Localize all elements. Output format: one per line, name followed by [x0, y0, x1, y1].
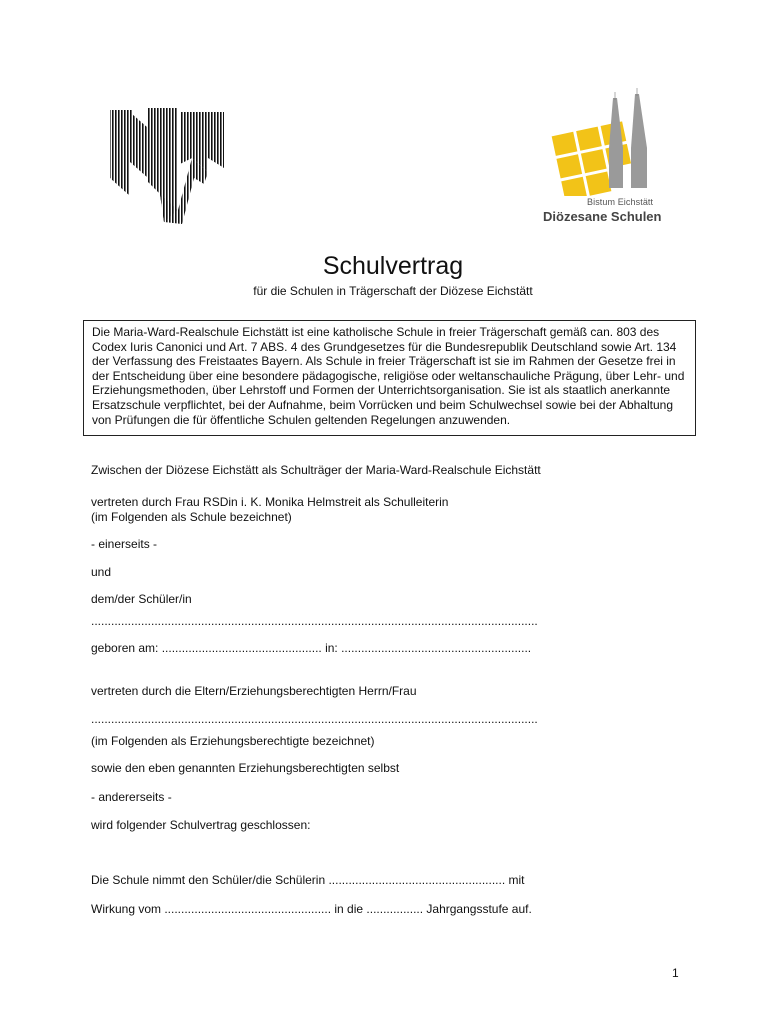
represented-by-line: vertreten durch Frau RSDin i. K. Monika Helmstreit als Schulleiterin [91, 495, 449, 509]
logo-text-bistum: Bistum Eichstätt [587, 197, 654, 207]
as-well-as-text: sowie den eben genannten Erziehungsberechtigten selbst [91, 761, 400, 775]
student-label: dem/der Schüler/in [91, 592, 192, 606]
and-text: und [91, 565, 112, 579]
represented-by-parents: vertreten durch die Eltern/Erziehungsberechtigten Herrn/Frau [91, 684, 417, 698]
hereinafter-parents: (im Folgenden als Erziehungsberechtigte bezeichnet) [91, 734, 375, 748]
dioezesane-schulen-logo [543, 88, 663, 228]
maria-ward-logo [100, 98, 230, 228]
logo-text-schulen: Diözesane Schulen [543, 209, 662, 224]
student-name-field[interactable]: ...................................................................................................................................... [91, 614, 538, 628]
parents-name-field[interactable]: ...................................................................................................................................... [91, 712, 538, 726]
maria-ward-logo-icon [100, 98, 230, 228]
birth-field[interactable]: geboren am: ................................................ in: ......................................................... [91, 641, 532, 655]
intro-box: Die Maria-Ward-Realschule Eichstätt ist eine katholische Schule in freier Trägerschaft gemäß can. 803 des Codex Iuris Canonici und Art. 7 ABS. 4 des Grundgesetzes für die Bundesrepublik Deutschland sowie Art. 134 der Verfassung des Freistaates Bayern. Als Schule in freier Trägerschaft ist sie im Rahmen der Gesetze frei in der Entscheidung über eine besondere pädagogische, religiöse oder weltanschauliche Prägung, über Lehr- und Erziehungsmethoden, über Lehrstoff und Formen der Unterrichtsorganisation. Sie ist als staatlich anerkannte Ersatzschule verpflichtet, bei der Aufnahme, beim Vorrücken und beim Schulwechsel sowie bei der Abhaltung von Prüfungen die für öffentliche Schulen geltenden Regelungen anzuwenden. [83, 320, 696, 436]
page-number: 1 [672, 966, 679, 980]
admission-line-2[interactable]: Wirkung vom .................................................. in die ................. Jahrgangsstufe auf. [91, 902, 532, 916]
other-side-text: - andererseits - [91, 790, 172, 804]
document-title: Schulvertrag [322, 252, 464, 280]
admission-line-1[interactable]: Die Schule nimmt den Schüler/die Schülerin ..................................................... mit [91, 873, 525, 887]
concluded-text: wird folgender Schulvertrag geschlossen: [91, 818, 311, 832]
document-subtitle: für die Schulen in Trägerschaft der Diözese Eichstätt [253, 284, 533, 298]
one-side-text: - einerseits - [91, 537, 158, 551]
between-line: Zwischen der Diözese Eichstätt als Schulträger der Maria-Ward-Realschule Eichstätt [91, 463, 541, 477]
hereinafter-school: (im Folgenden als Schule bezeichnet) [91, 510, 292, 524]
cathedral-logo-icon [543, 88, 663, 196]
